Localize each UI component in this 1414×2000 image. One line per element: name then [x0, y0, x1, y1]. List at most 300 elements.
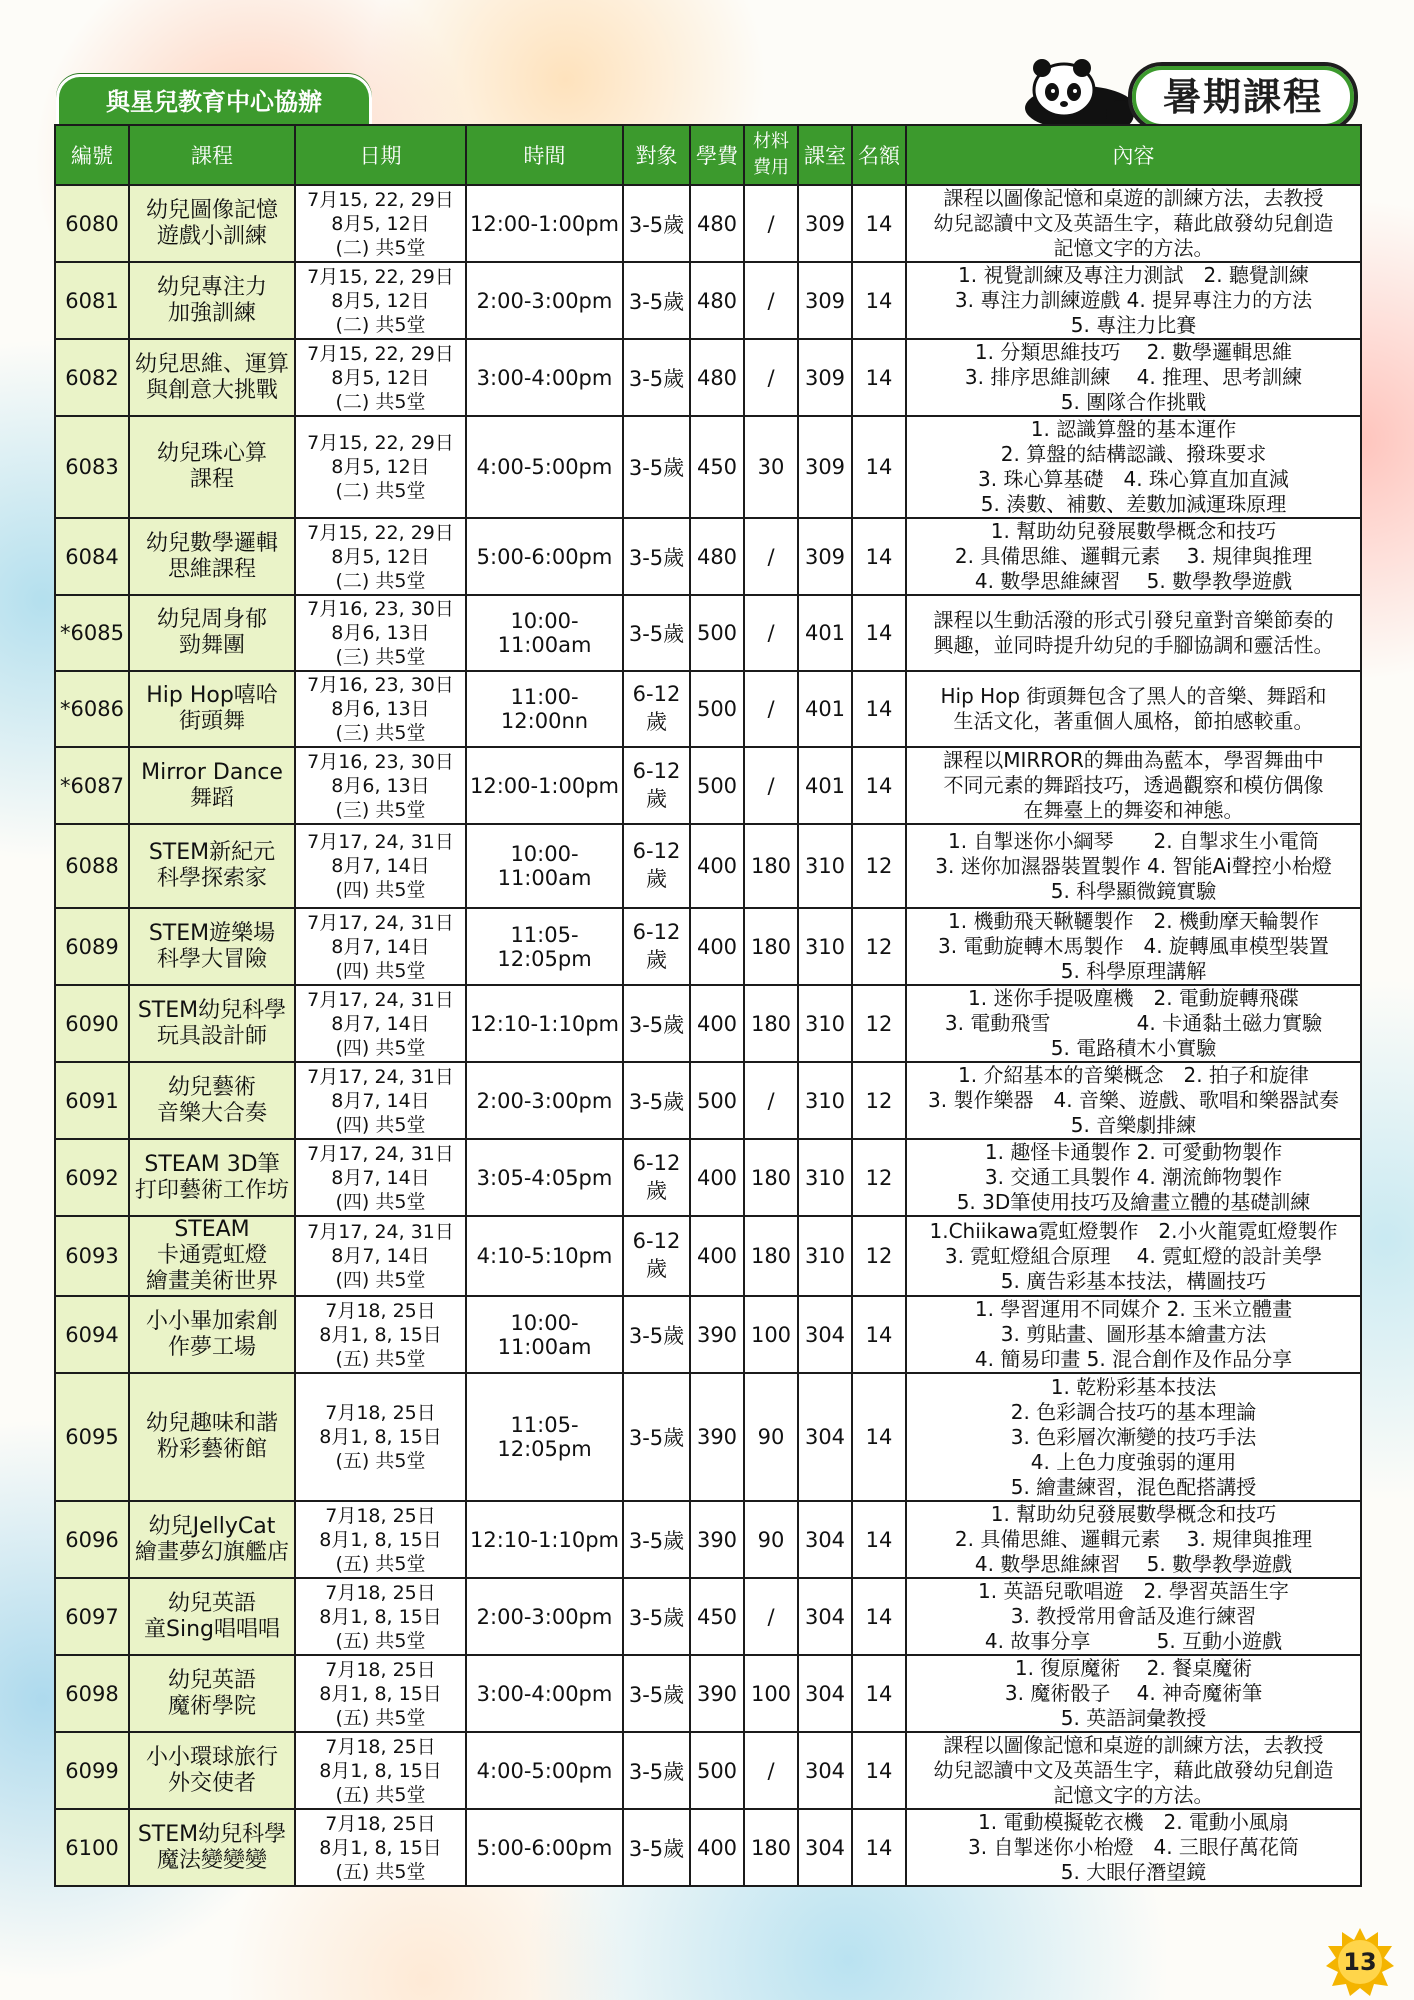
row-quota: [852, 185, 906, 262]
row-date: [295, 671, 466, 747]
course-table: [54, 124, 1362, 1887]
row-quota-text: 14: [865, 1681, 893, 1706]
row-fee: [690, 747, 744, 824]
row-code-text: 6096: [65, 1527, 119, 1552]
row-date-text: 7月15, 22, 29日 8月5, 12日 (二) 共5堂: [307, 342, 454, 413]
row-course-name: [129, 908, 295, 985]
row-fee: [690, 1655, 744, 1732]
row-fee-text: 400: [696, 854, 738, 878]
row-time: [466, 1578, 623, 1655]
row-material-fee-text: /: [767, 773, 775, 798]
row-fee-text: 480: [696, 288, 738, 313]
row-date: [295, 747, 466, 824]
row-material-fee-text: 30: [757, 455, 785, 479]
row-code: [55, 1655, 129, 1732]
row-time-text: 2:00-3:00pm: [476, 1088, 613, 1113]
row-content: [906, 985, 1361, 1062]
row-target: [623, 1296, 690, 1373]
row-content-text: 1.Chiikawa霓虹燈製作 2.小火龍霓虹燈製作 3. 霓虹燈組合原理 4. 霓虹燈的設計美學 5. 廣告彩基本技法，構圖技巧: [929, 1218, 1338, 1293]
row-content-text: 1. 乾粉彩基本技法 2. 色彩調合技巧的基本理論 3. 色彩層次漸變的技巧手法 4. 上色力度強弱的運用 5. 繪畫練習，混色配搭講授: [1010, 1374, 1257, 1499]
row-content: [906, 339, 1361, 416]
row-time-text: 5:00-6:00pm: [476, 1835, 613, 1860]
row-material-fee: [744, 518, 798, 595]
column-header: 對象: [623, 125, 690, 185]
row-quota-text: 14: [865, 1758, 893, 1783]
row-content-text: 1. 復原魔術 2. 餐桌魔術 3. 魔術骰子 4. 神奇魔術筆 5. 英語詞彙教授: [1004, 1656, 1263, 1730]
row-material-fee-text: /: [767, 211, 775, 236]
row-material-fee-text: 180: [750, 1835, 792, 1860]
row-course-name-text: 幼兒思維、運算 與創意大挑戰: [134, 351, 289, 403]
row-material-fee-text: 180: [750, 1165, 792, 1190]
row-content: [906, 671, 1361, 747]
row-material-fee: [744, 824, 798, 908]
row-fee: [690, 595, 744, 671]
row-quota-text: 12: [865, 1165, 893, 1190]
row-room-text: 304: [804, 1425, 846, 1449]
row-room: [798, 747, 852, 824]
row-target-text: 3-5歲: [628, 1323, 685, 1348]
row-material-fee-text: 180: [750, 1011, 792, 1036]
row-material-fee: [744, 671, 798, 747]
row-time-text: 2:00-3:00pm: [476, 288, 613, 313]
row-fee-text: 480: [696, 211, 738, 236]
row-target-text: 3-5歲: [628, 622, 685, 646]
table-row: [55, 1216, 1361, 1296]
row-material-fee-text: /: [767, 697, 775, 721]
row-room: [798, 671, 852, 747]
table-row: [55, 185, 1361, 262]
row-time-text: 11:05-12:05pm: [497, 1413, 592, 1461]
row-content-text: 1. 視覺訓練及專注力測試 2. 聽覺訓練 3. 專注力訓練遊戲 4. 提昇專注力的方法 5. 專注力比賽: [954, 263, 1313, 337]
row-date: [295, 262, 466, 339]
row-content: [906, 1216, 1361, 1296]
row-quota-text: 14: [865, 773, 893, 798]
row-material-fee: [744, 1578, 798, 1655]
row-course-name: [129, 595, 295, 671]
row-room: [798, 339, 852, 416]
row-quota: [852, 339, 906, 416]
row-date-text: 7月18, 25日 8月1, 8, 15日 (五) 共5堂: [319, 1504, 442, 1575]
row-date: [295, 1732, 466, 1809]
row-room: [798, 1062, 852, 1139]
table-row: [55, 1139, 1361, 1216]
row-room: [798, 1732, 852, 1809]
row-room-text: 304: [804, 1527, 846, 1552]
row-quota-text: 14: [865, 211, 893, 236]
row-quota: [852, 747, 906, 824]
row-target-text: 6-12歲: [632, 839, 681, 891]
row-fee: [690, 908, 744, 985]
row-fee: [690, 416, 744, 518]
row-course-name: [129, 985, 295, 1062]
row-time: [466, 985, 623, 1062]
row-date: [295, 824, 466, 908]
row-date-text: 7月17, 24, 31日 8月7, 14日 (四) 共5堂: [307, 1065, 454, 1136]
row-material-fee: [744, 1216, 798, 1296]
row-course-name-text: 幼兒藝術 音樂大合奏: [156, 1074, 267, 1126]
row-course-name: [129, 185, 295, 262]
row-time-text: 12:10-1:10pm: [469, 1011, 620, 1036]
row-room-text: 310: [804, 1244, 846, 1268]
row-time: [466, 1062, 623, 1139]
row-room: [798, 1809, 852, 1886]
row-quota: [852, 416, 906, 518]
row-target-text: 3-5歲: [628, 1426, 685, 1450]
table-row: [55, 262, 1361, 339]
page-number-badge: [1324, 1926, 1396, 1998]
table-row: [55, 908, 1361, 985]
row-target-text: 6-12歲: [632, 1150, 681, 1203]
row-course-name-text: 幼兒珠心算 課程: [156, 441, 267, 492]
table-row: [55, 1373, 1361, 1501]
row-fee: [690, 1809, 744, 1886]
row-code: [55, 1296, 129, 1373]
row-time-text: 3:00-4:00pm: [476, 1681, 613, 1706]
row-date-text: 7月18, 25日 8月1, 8, 15日 (五) 共5堂: [319, 1402, 442, 1472]
row-material-fee: [744, 1296, 798, 1373]
row-time-text: 2:00-3:00pm: [476, 1604, 613, 1629]
column-header: 時間: [466, 125, 623, 185]
row-target-text: 6-12歲: [632, 919, 681, 972]
row-code: [55, 1373, 129, 1501]
row-course-name-text: 幼兒趣味和諧 粉彩藝術館: [145, 1411, 278, 1462]
row-fee-text: 400: [696, 1244, 738, 1268]
row-course-name-text: 幼兒英語 魔術學院: [167, 1667, 256, 1719]
row-fee: [690, 1732, 744, 1809]
row-date-text: 7月17, 24, 31日 8月7, 14日 (四) 共5堂: [307, 1142, 454, 1213]
row-room: [798, 908, 852, 985]
row-content-text: 1. 學習運用不同媒介 2. 玉米立體畫 3. 剪貼畫、圖形基本繪畫方法 4. 簡易印畫 5. 混合創作及作品分享: [974, 1297, 1293, 1371]
row-date: [295, 1296, 466, 1373]
organizer-tab: 與星兒教育中心協辦: [56, 74, 372, 127]
row-code-text: 6092: [65, 1165, 119, 1190]
row-room-text: 310: [804, 1011, 846, 1036]
row-target-text: 3-5歲: [628, 1682, 685, 1707]
row-fee-text: 390: [696, 1322, 738, 1347]
row-target-text: 3-5歲: [628, 1759, 685, 1784]
row-time-text: 11:00-12:00nn: [500, 685, 589, 733]
column-header: 材料 費用: [744, 125, 798, 185]
row-code: [55, 908, 129, 985]
row-fee-text: 500: [696, 1758, 738, 1783]
row-content: [906, 1062, 1361, 1139]
row-fee: [690, 518, 744, 595]
row-target: [623, 339, 690, 416]
row-fee: [690, 1062, 744, 1139]
row-date: [295, 185, 466, 262]
row-content-text: 1. 機動飛天鞦韆製作 2. 機動摩天輪製作 3. 電動旋轉木馬製作 4. 旋轉風車模型裝置 5. 科學原理講解: [938, 909, 1329, 983]
table-header: [55, 125, 1361, 185]
row-course-name: [129, 339, 295, 416]
row-room-text: 304: [804, 1681, 846, 1706]
row-time-text: 4:00-5:00pm: [476, 1758, 613, 1783]
row-code-text: 6082: [65, 365, 119, 390]
row-fee-text: 400: [696, 934, 738, 959]
row-material-fee: [744, 416, 798, 518]
table-row: [55, 747, 1361, 824]
row-fee: [690, 1139, 744, 1216]
row-time: [466, 1296, 623, 1373]
row-material-fee: [744, 985, 798, 1062]
page-number: 13: [1343, 1948, 1377, 1976]
row-quota: [852, 985, 906, 1062]
row-course-name: [129, 416, 295, 518]
row-content-text: 課程以MIRROR的舞曲為藍本，學習舞曲中 不同元素的舞蹈技巧，透過觀察和模仿偶像 在舞臺上的舞姿和神態。: [943, 748, 1324, 822]
row-code-text: *6086: [60, 697, 124, 721]
row-room: [798, 1139, 852, 1216]
row-fee-text: 400: [696, 1165, 738, 1190]
row-target-text: 3-5歲: [628, 1012, 685, 1037]
row-material-fee: [744, 908, 798, 985]
row-quota: [852, 1655, 906, 1732]
row-target: [623, 1732, 690, 1809]
row-time: [466, 1501, 623, 1578]
row-time: [466, 185, 623, 262]
row-fee: [690, 1216, 744, 1296]
table-row: [55, 824, 1361, 908]
row-course-name-text: 幼兒英語 童Sing唱唱唱: [144, 1590, 280, 1642]
row-code-text: 6090: [65, 1011, 119, 1036]
row-quota: [852, 1732, 906, 1809]
row-material-fee-text: /: [767, 288, 775, 313]
row-code: [55, 1062, 129, 1139]
row-material-fee: [744, 1655, 798, 1732]
row-code-text: 6088: [65, 854, 119, 878]
row-time-text: 11:05-12:05pm: [497, 922, 592, 971]
row-content: [906, 747, 1361, 824]
row-room-text: 401: [804, 697, 846, 721]
row-date-text: 7月17, 24, 31日 8月7, 14日 (四) 共5堂: [307, 911, 454, 982]
row-target: [623, 1139, 690, 1216]
row-quota-text: 12: [865, 934, 893, 959]
row-time-text: 3:05-4:05pm: [476, 1165, 613, 1190]
row-target-text: 3-5歲: [628, 1089, 685, 1114]
row-room: [798, 1373, 852, 1501]
row-material-fee-text: 90: [757, 1425, 785, 1449]
row-time: [466, 518, 623, 595]
row-content-text: 課程以圖像記憶和桌遊的訓練方法，去教授 幼兒認讀中文及英語生字，藉此啟發幼兒創造 記憶文字的方法。: [933, 1733, 1334, 1807]
row-material-fee: [744, 747, 798, 824]
row-course-name-text: STEM幼兒科學 魔法變變變: [137, 1821, 287, 1873]
row-content: [906, 1578, 1361, 1655]
row-date: [295, 1216, 466, 1296]
row-code: [55, 416, 129, 518]
row-content: [906, 518, 1361, 595]
row-fee-text: 390: [696, 1681, 738, 1706]
row-fee-text: 500: [696, 773, 738, 798]
row-target: [623, 1501, 690, 1578]
row-room: [798, 824, 852, 908]
table-row: [55, 416, 1361, 518]
row-room-text: 310: [804, 934, 846, 959]
table-row: [55, 985, 1361, 1062]
row-target-text: 6-12歲: [632, 1229, 681, 1281]
row-material-fee: [744, 1732, 798, 1809]
row-room: [798, 1655, 852, 1732]
row-target: [623, 416, 690, 518]
row-target-text: 3-5歲: [628, 1528, 685, 1553]
row-date-text: 7月17, 24, 31日 8月7, 14日 (四) 共5堂: [307, 831, 454, 901]
row-material-fee-text: 180: [750, 934, 792, 959]
row-code: [55, 262, 129, 339]
row-code: [55, 339, 129, 416]
row-fee: [690, 1373, 744, 1501]
row-content: [906, 262, 1361, 339]
row-course-name-text: 幼兒專注力 加強訓練: [156, 274, 267, 326]
row-time-text: 12:10-1:10pm: [469, 1527, 620, 1552]
row-date: [295, 1501, 466, 1578]
row-room-text: 304: [804, 1835, 846, 1860]
row-quota-text: 14: [865, 1322, 893, 1347]
row-course-name: [129, 1373, 295, 1501]
row-code-text: 6081: [65, 288, 119, 313]
row-time: [466, 908, 623, 985]
row-room-text: 309: [804, 211, 846, 236]
row-quota: [852, 1139, 906, 1216]
row-material-fee: [744, 1501, 798, 1578]
row-content: [906, 824, 1361, 908]
row-fee: [690, 185, 744, 262]
row-time: [466, 595, 623, 671]
row-code: [55, 595, 129, 671]
row-course-name-text: STEM遊樂場 科學大冒險: [148, 920, 276, 972]
row-target: [623, 1578, 690, 1655]
row-time-text: 4:00-5:00pm: [476, 455, 613, 479]
row-time: [466, 747, 623, 824]
row-quota: [852, 1062, 906, 1139]
row-content-text: 1. 介紹基本的音樂概念 2. 拍子和旋律 3. 製作樂器 4. 音樂、遊戲、歌唱和樂器試奏 5. 音樂劇排練: [928, 1063, 1339, 1137]
row-code-text: 6094: [65, 1322, 119, 1347]
row-date-text: 7月15, 22, 29日 8月5, 12日 (二) 共5堂: [307, 188, 454, 259]
row-course-name-text: STEM新紀元 科學探索家: [148, 840, 276, 891]
row-fee: [690, 1501, 744, 1578]
row-fee-text: 500: [696, 621, 738, 645]
row-target: [623, 908, 690, 985]
row-content-text: 課程以圖像記憶和桌遊的訓練方法，去教授 幼兒認讀中文及英語生字，藉此啟發幼兒創造 記憶文字的方法。: [933, 186, 1334, 260]
row-target-text: 3-5歲: [628, 289, 685, 314]
row-time-text: 12:00-1:00pm: [469, 773, 620, 798]
row-code: [55, 185, 129, 262]
row-quota: [852, 1501, 906, 1578]
row-quota: [852, 1296, 906, 1373]
row-quota-text: 14: [865, 1835, 893, 1860]
table-row: [55, 339, 1361, 416]
row-course-name: [129, 1216, 295, 1296]
row-date-text: 7月17, 24, 31日 8月7, 14日 (四) 共5堂: [307, 1221, 454, 1291]
row-date: [295, 908, 466, 985]
row-quota: [852, 1373, 906, 1501]
row-material-fee: [744, 1809, 798, 1886]
row-material-fee-text: /: [767, 1088, 775, 1113]
row-material-fee-text: /: [767, 365, 775, 390]
row-fee-text: 390: [696, 1527, 738, 1552]
row-fee: [690, 985, 744, 1062]
row-target: [623, 595, 690, 671]
row-course-name: [129, 1655, 295, 1732]
row-quota-text: 14: [865, 288, 893, 313]
row-date-text: 7月16, 23, 30日 8月6, 13日 (三) 共5堂: [307, 674, 454, 744]
row-code: [55, 1216, 129, 1296]
row-quota: [852, 671, 906, 747]
row-time: [466, 1655, 623, 1732]
row-course-name: [129, 1062, 295, 1139]
row-quota-text: 12: [865, 1088, 893, 1113]
row-fee: [690, 824, 744, 908]
table-row: [55, 1809, 1361, 1886]
row-fee: [690, 262, 744, 339]
row-course-name-text: STEAM 卡通霓虹燈 繪畫美術世界: [145, 1217, 278, 1294]
row-material-fee-text: /: [767, 621, 775, 645]
title-badge: [1020, 56, 1360, 130]
row-target-text: 3-5歲: [628, 456, 685, 480]
row-course-name-text: 幼兒數學邏輯 思維課程: [145, 530, 278, 582]
row-date-text: 7月15, 22, 29日 8月5, 12日 (二) 共5堂: [307, 432, 454, 502]
row-target: [623, 747, 690, 824]
row-material-fee: [744, 339, 798, 416]
row-time-text: 5:00-6:00pm: [476, 544, 613, 569]
row-time-text: 10:00-11:00am: [497, 842, 592, 890]
row-quota: [852, 908, 906, 985]
row-time-text: 12:00-1:00pm: [469, 211, 620, 236]
row-time: [466, 1373, 623, 1501]
row-fee-text: 480: [696, 544, 738, 569]
row-content-text: 1. 認識算盤的基本運作 2. 算盤的結構認識、撥珠要求 3. 珠心算基礎 4. 珠心算直加直減 5. 湊數、補數、差數加減運珠原理: [978, 417, 1289, 516]
row-target-text: 6-12歲: [632, 758, 681, 811]
row-course-name: [129, 671, 295, 747]
row-code-text: 6093: [65, 1244, 119, 1268]
row-room: [798, 1501, 852, 1578]
column-header: 日期: [295, 125, 466, 185]
row-content-text: 1. 自掣迷你小綱琴 2. 自掣求生小電筒 3. 迷你加濕器裝置製作 4. 智能Ai聲控小枱燈 5. 科學顯微鏡實驗: [935, 828, 1332, 903]
table-row: [55, 518, 1361, 595]
row-room-text: 310: [804, 1165, 846, 1190]
row-room-text: 401: [804, 621, 846, 645]
row-content-text: 1. 分類思維技巧 2. 數學邏輯思維 3. 排序思維訓練 4. 推理、思考訓練 5. 團隊合作挑戰: [964, 340, 1303, 414]
row-date: [295, 1655, 466, 1732]
row-course-name: [129, 747, 295, 824]
row-course-name: [129, 824, 295, 908]
row-code: [55, 671, 129, 747]
row-room: [798, 595, 852, 671]
row-course-name-text: 小小畢加索創 作夢工場: [145, 1308, 278, 1360]
row-time-text: 10:00-11:00am: [497, 609, 592, 657]
row-time: [466, 1139, 623, 1216]
row-target: [623, 985, 690, 1062]
row-content: [906, 1501, 1361, 1578]
row-quota-text: 14: [865, 697, 893, 721]
row-code-text: 6084: [65, 544, 119, 569]
row-time: [466, 1732, 623, 1809]
row-target-text: 3-5歲: [628, 545, 685, 570]
row-target: [623, 671, 690, 747]
row-fee: [690, 1296, 744, 1373]
row-material-fee-text: 90: [757, 1527, 785, 1552]
row-date: [295, 339, 466, 416]
row-quota-text: 14: [865, 455, 893, 479]
row-date-text: 7月18, 25日 8月1, 8, 15日 (五) 共5堂: [319, 1735, 442, 1806]
row-target: [623, 1809, 690, 1886]
column-header: 名額: [852, 125, 906, 185]
row-material-fee-text: 180: [750, 1244, 792, 1268]
row-material-fee: [744, 595, 798, 671]
row-target: [623, 262, 690, 339]
row-target-text: 3-5歲: [628, 212, 685, 237]
row-fee: [690, 671, 744, 747]
row-content-text: 1. 幫助幼兒發展數學概念和技巧 2. 具備思維、邏輯元素 3. 規律與推理 4. 數學思維練習 5. 數學教學遊戲: [954, 1502, 1313, 1576]
row-course-name: [129, 1501, 295, 1578]
row-time-text: 4:10-5:10pm: [476, 1244, 613, 1268]
row-target-text: 3-5歲: [628, 1836, 685, 1861]
